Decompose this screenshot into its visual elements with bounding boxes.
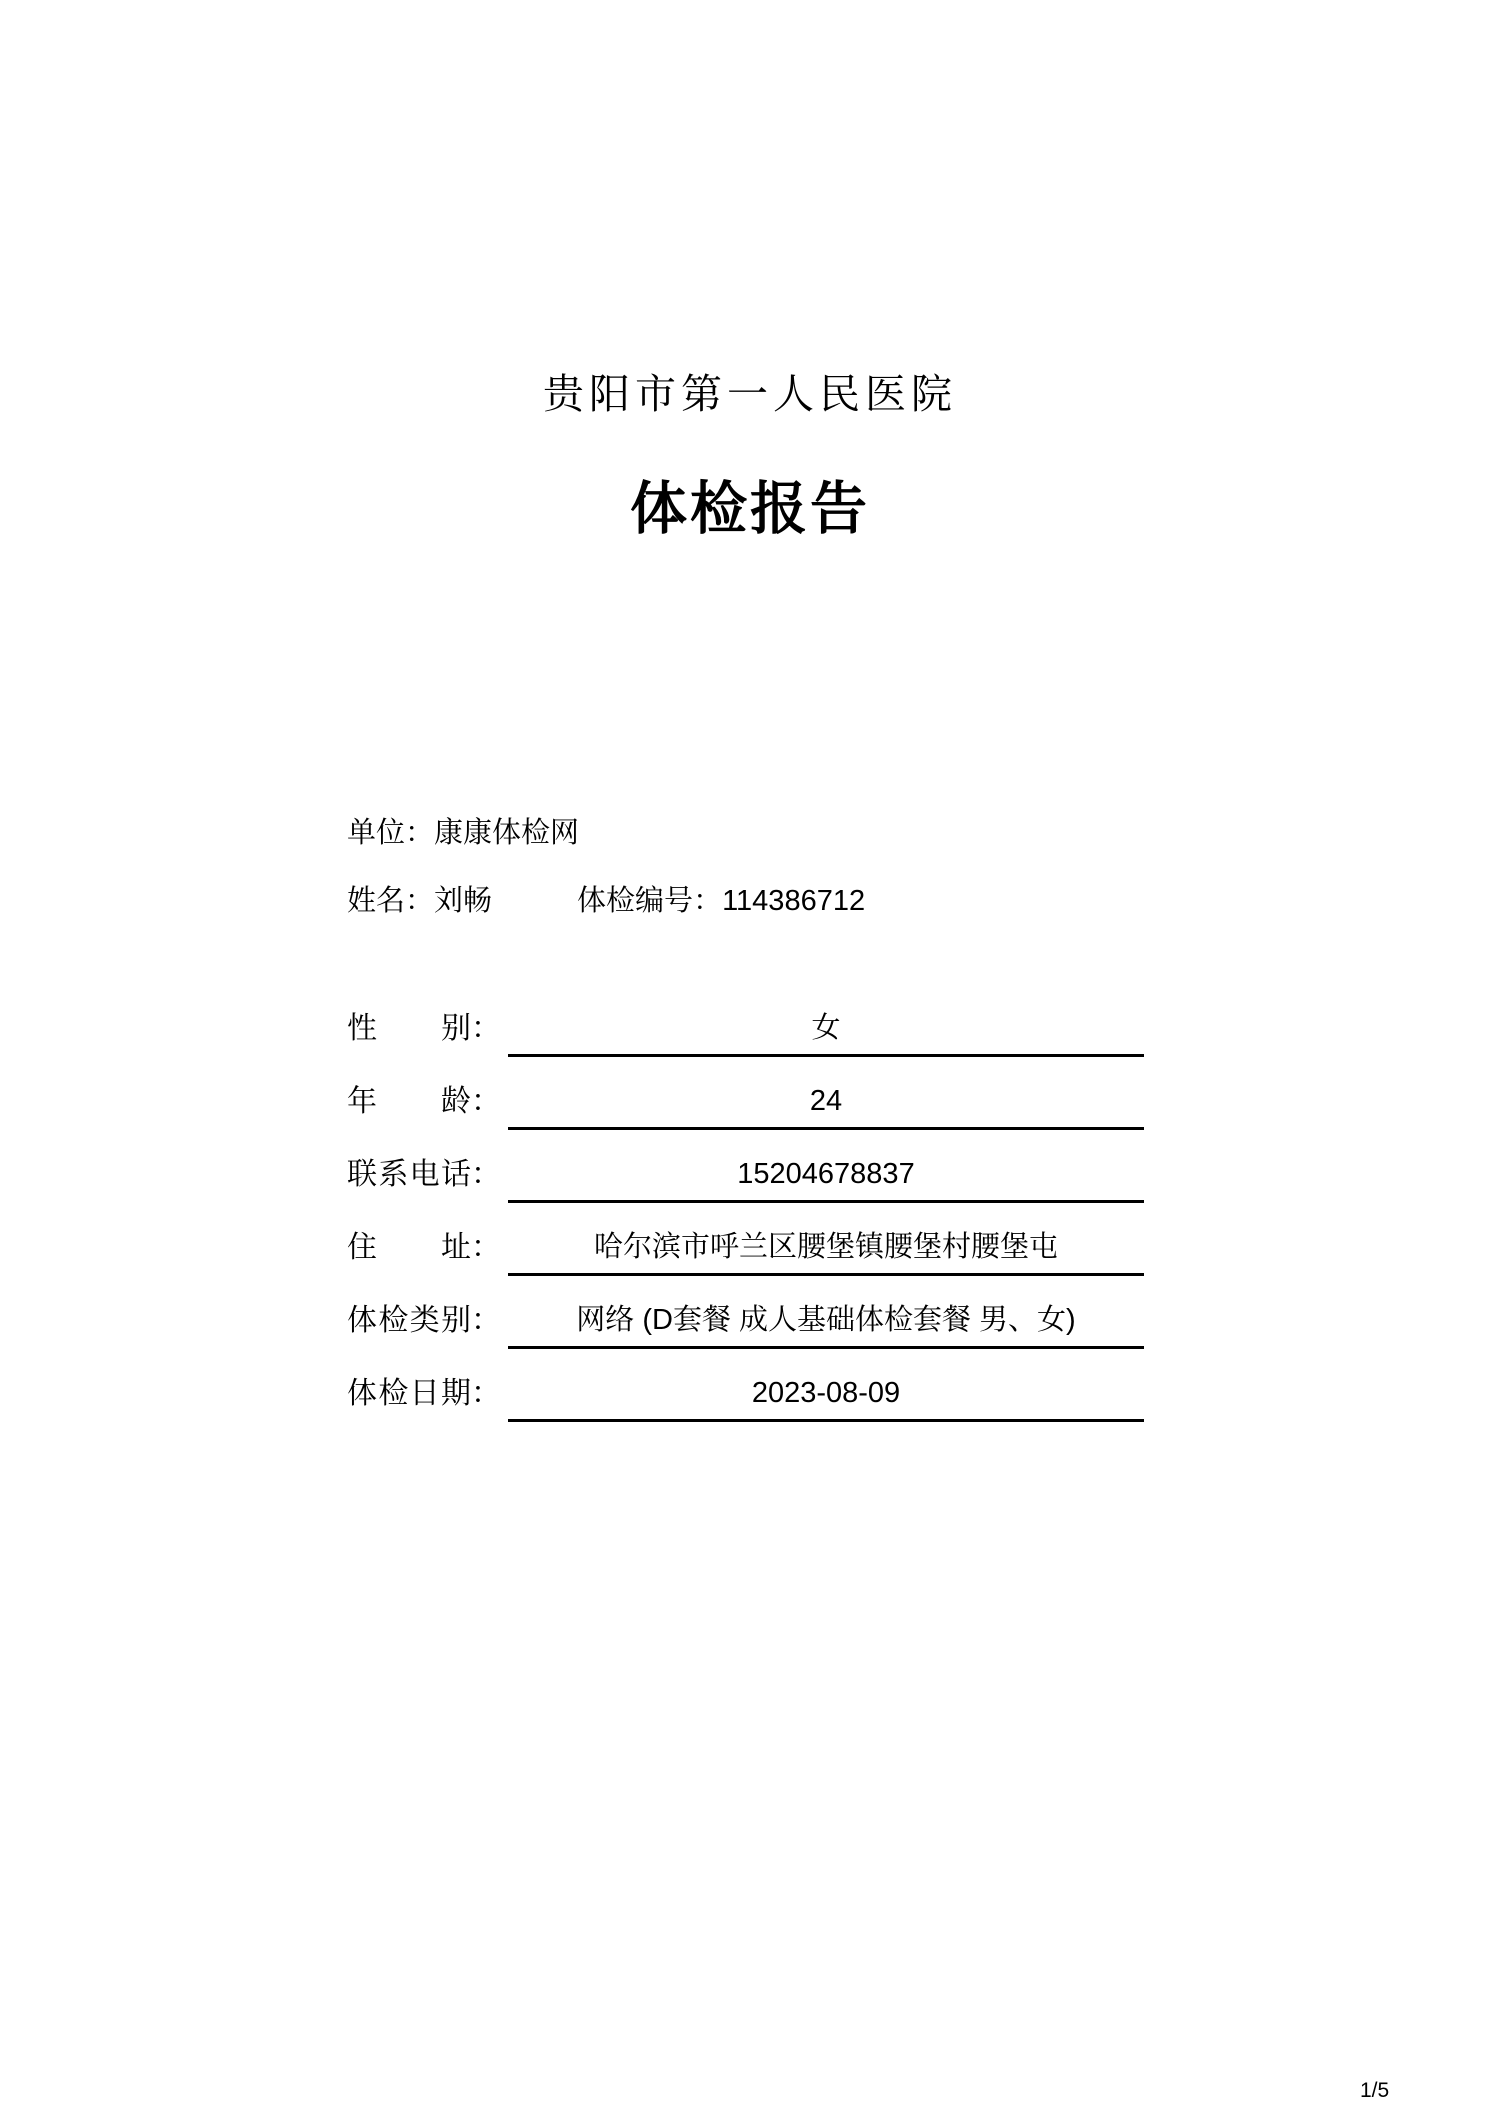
field-label: 体检日期 (347, 1377, 471, 1410)
field-value-underlined: 网络 (D套餐 成人基础体检套餐 男、女) (508, 1306, 1144, 1349)
colon: ： (471, 1377, 501, 1410)
name-group (347, 885, 492, 917)
unit-line (347, 819, 579, 848)
field-value-underlined: 哈尔滨市呼兰区腰堡镇腰堡村腰堡屯 (508, 1233, 1144, 1276)
report-title: 体检报告 (630, 478, 870, 541)
form-row-age (347, 1057, 1144, 1130)
field-label: 体检类别 (347, 1304, 471, 1337)
form-row-phone (347, 1130, 1144, 1203)
exam-id-label: 体检编号 (577, 885, 694, 917)
field-label: 年龄 (347, 1085, 471, 1118)
colon: ： (405, 885, 435, 917)
colon: ： (405, 817, 435, 849)
field-label: 住址 (347, 1231, 471, 1264)
page-number: 1/5 (1360, 2079, 1390, 2102)
unit-value: 康康体检网 (434, 817, 580, 849)
unit-label: 单位 (347, 817, 406, 849)
exam-id-value: 114386712 (722, 885, 866, 917)
colon: ： (693, 885, 723, 917)
patient-info-form (347, 984, 1144, 1422)
form-row-address (347, 1203, 1144, 1276)
colon: ： (471, 1085, 501, 1118)
colon: ： (471, 1304, 501, 1337)
exam-id-group (577, 885, 865, 917)
hospital-name: 贵阳市第一人民医院 (543, 371, 957, 417)
form-row-gender (347, 984, 1144, 1057)
field-label: 性别 (347, 1012, 471, 1045)
name-value: 刘畅 (434, 885, 493, 917)
name-label: 姓名 (347, 885, 406, 917)
field-value-underlined: 女 (508, 1014, 1144, 1057)
field-label: 联系电话 (347, 1158, 471, 1191)
field-value-underlined: 15204678837 (508, 1160, 1144, 1203)
form-row-exam-type (347, 1276, 1144, 1349)
name-line (347, 887, 865, 916)
colon: ： (471, 1012, 501, 1045)
colon: ： (471, 1158, 501, 1191)
form-row-exam-date (347, 1349, 1144, 1422)
colon: ： (471, 1231, 501, 1264)
field-value-underlined: 2023-08-09 (508, 1379, 1144, 1422)
field-value-underlined: 24 (508, 1087, 1144, 1130)
